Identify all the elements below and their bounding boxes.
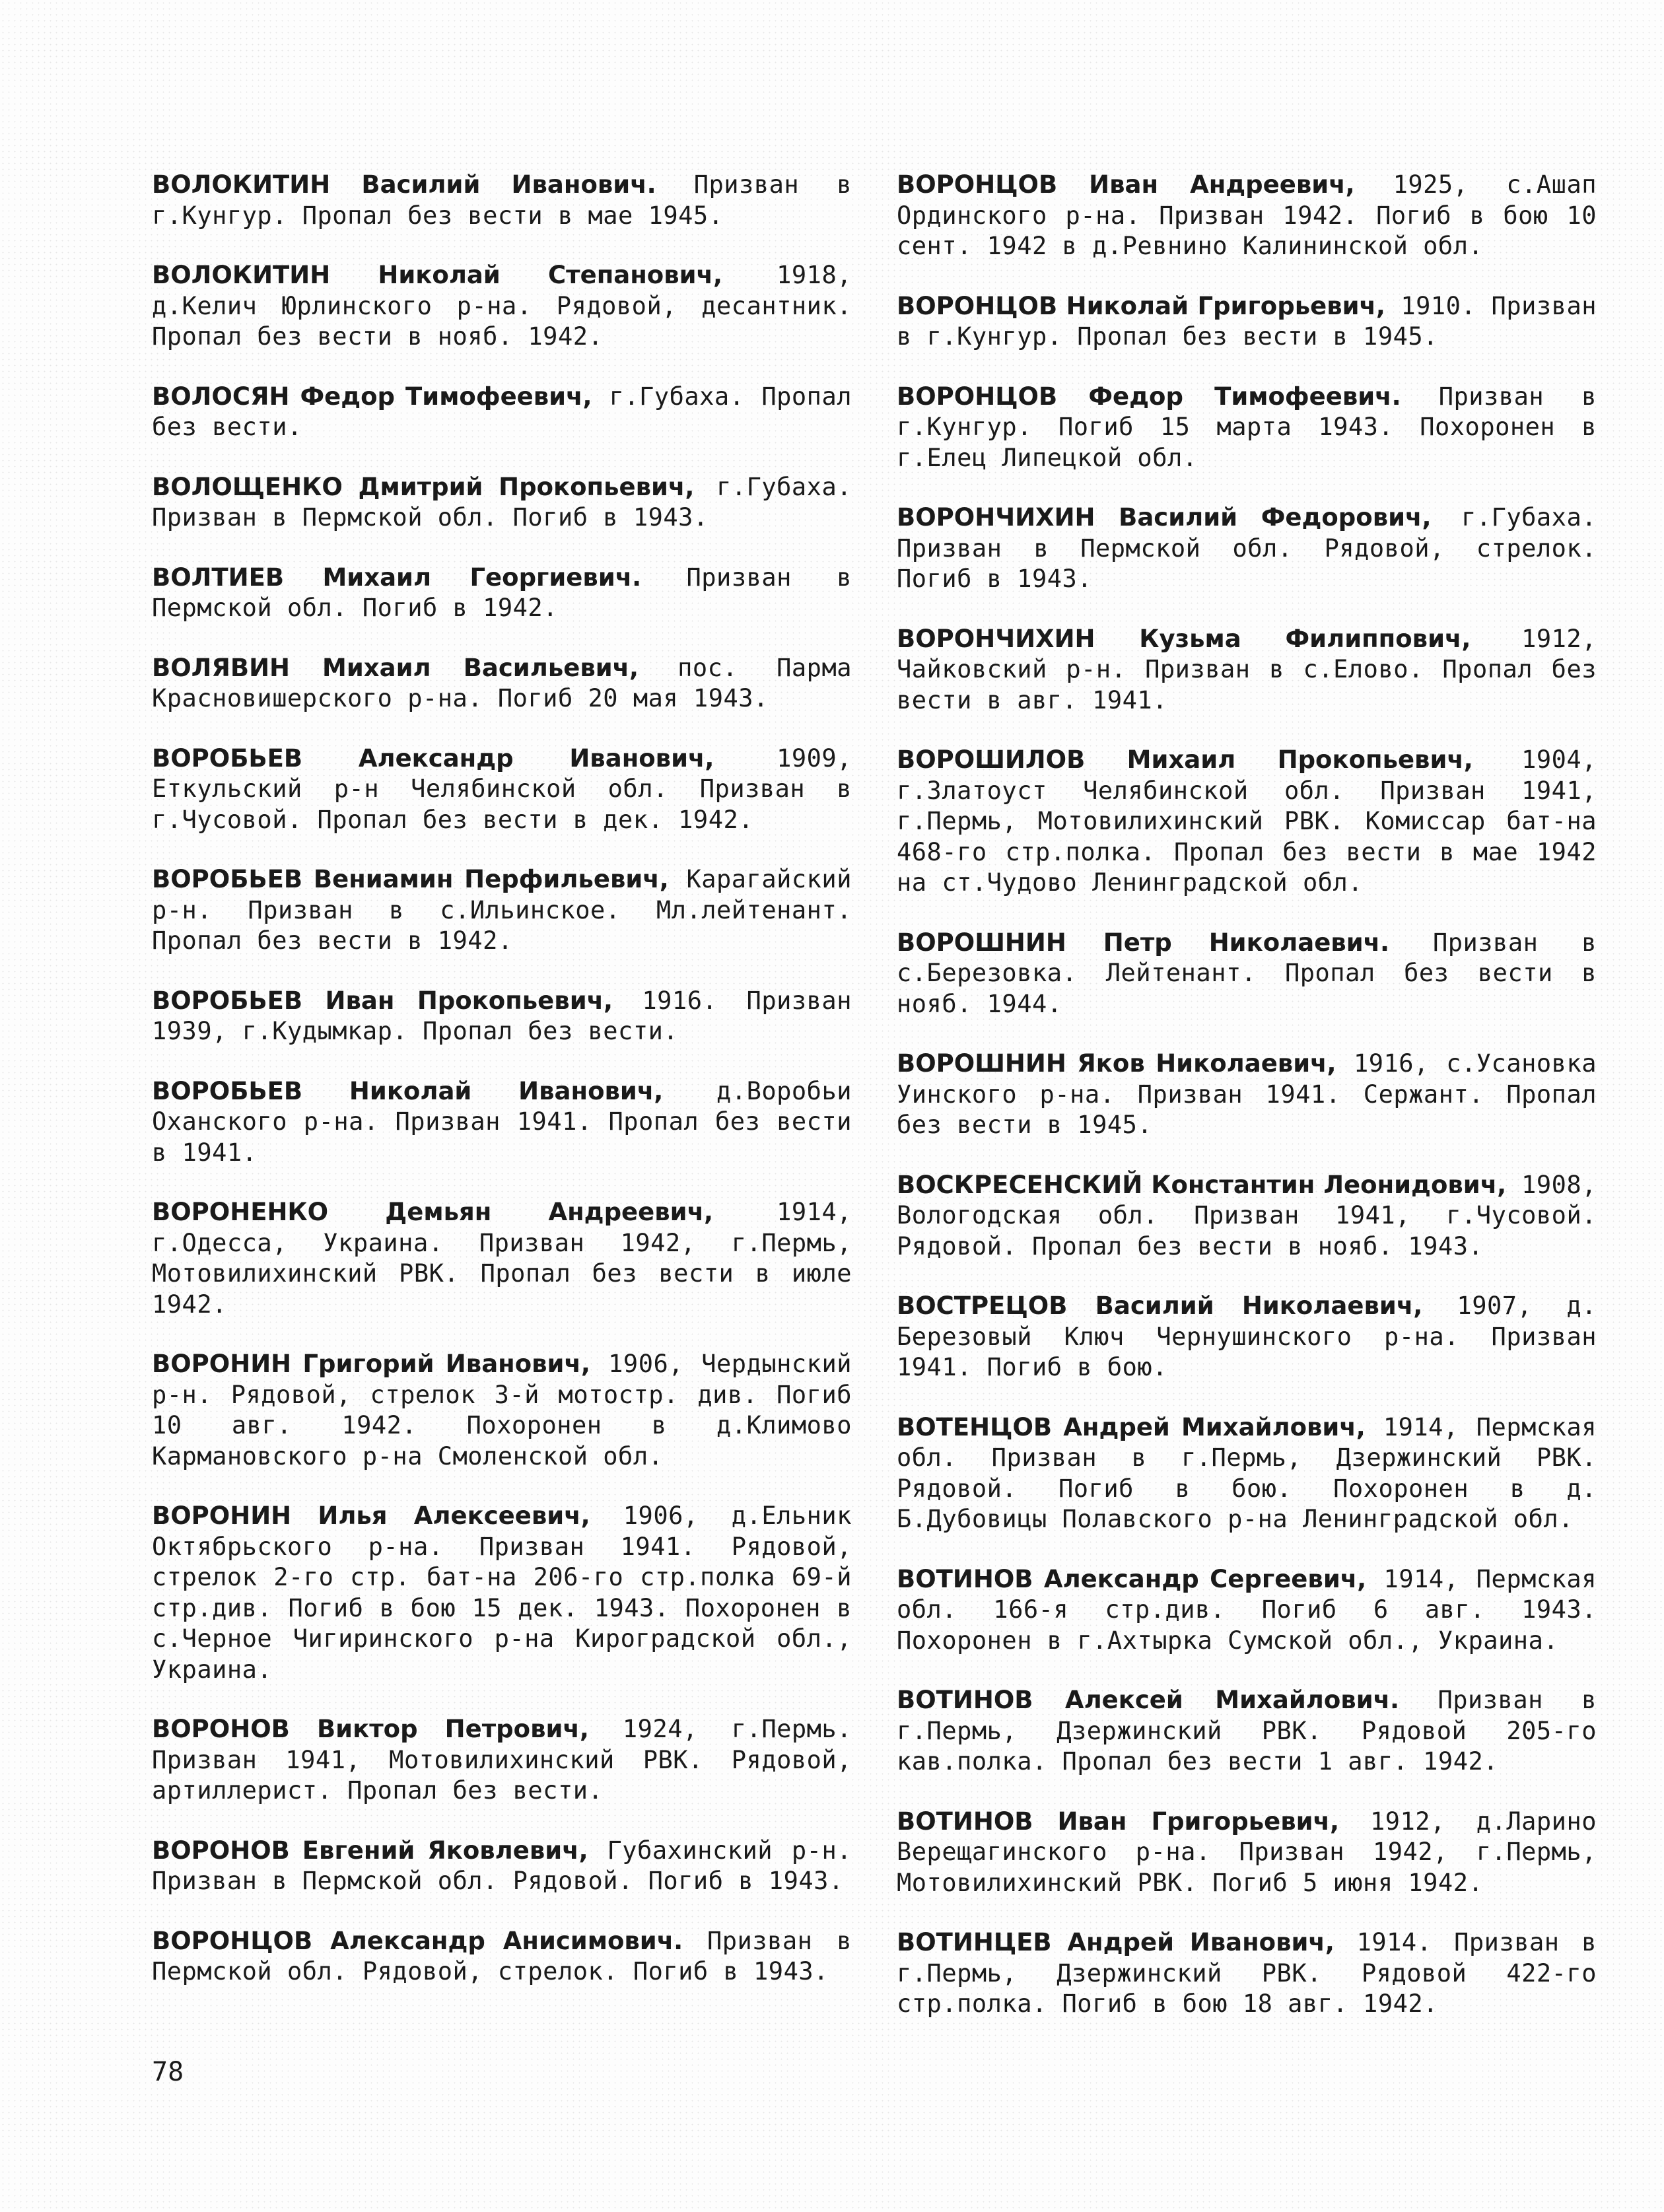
entry-name: ВОРОНЦОВ Иван Андреевич, [897,170,1355,199]
entry [152,743,852,836]
entry-text: 1907, д. Березовый Ключ Чернушинского р-на. Призван 1941. Погиб в бою. [897,1292,1597,1381]
entry-text: 1906, Чердынский р-н. Рядовой, стрелок 3-й мотостр. див. Погиб 10 авг. 1942. Похоронен в д.Климово Кармановского р-на Смоленской обл. [152,1350,852,1470]
entry-name: ВОЛОКИТИН Василий Иванович. [152,170,656,199]
entry [897,170,1597,262]
entry-text: 1914, Пермская обл. Призван в г.Пермь, Дзержинский РВК. Рядовой. Погиб в бою. Похоронен в д. Б.Дубовицы Полавского р-на Ленинградской обл. [897,1412,1597,1533]
entry-text: 1908, Вологодская обл. Призван 1941, г.Чусовой. Рядовой. Пропал без вести в нояб. 1943. [897,1170,1597,1261]
entry [152,1349,852,1472]
entry-name: ВОРОНЦОВ Николай Григорьевич, [897,291,1385,320]
entry-name: ВОРОНОВ Евгений Яковлевич, [152,1836,588,1865]
entry [897,382,1597,474]
entry [897,1049,1597,1141]
left-column [152,145,852,2017]
entry [897,1685,1597,1778]
entry-name: ВОРОШИЛОВ Михаил Прокопьевич, [897,745,1473,774]
entry [152,653,852,714]
entry-text: Призван в Пермской обл. Погиб в 1942. [152,563,852,622]
entry-text: Карагайский р-н. Призван в с.Ильинское. Мл.лейтенант. Пропал без вести в 1942. [152,865,852,955]
entry [897,624,1597,716]
entry-text: 1909, Еткульский р-н Челябинской обл. Призван в г.Чусовой. Пропал без вести в дек. 1942. [152,743,852,834]
entry-name: ВОРОНЦОВ Федор Тимофеевич. [897,382,1401,411]
entry-text: г.Губаха. Пропал без вести. [152,382,852,441]
entry [152,382,852,443]
entry-text: 1912, Чайковский р-н. Призван в с.Елово. Пропал без вести в авг. 1941. [897,624,1597,714]
entry-text: 1916, с.Усановка Уинского р-на. Призван 1941. Сержант. Пропал без вести в 1945. [897,1049,1597,1139]
entry-text: д.Воробьи Оханского р-на. Призван 1941. Пропал без вести в 1941. [152,1076,852,1167]
entry [152,1076,852,1169]
entry-text: 1914, Пермская обл. 166-я стр.див. Погиб 6 авг. 1943. Похоронен в г.Ахтырка Сумской обл., Украина. [897,1564,1597,1655]
entry-text: Призван в г.Кунгур. Погиб 15 марта 1943. Похоронен в г.Елец Липецкой обл. [897,382,1597,472]
entry-text: 1906, д.Ельник Октябрьского р-на. Призван 1941. Рядовой, стрелок 2-го стр. бат-на 206-го стр.полка 69-й стр.див. Погиб в бою 15 дек. 1943. Похоронен в с.Черное Чигиринского р-на Кироградской обл., Украина. [152,1502,852,1684]
entry-name: ВОТЕНЦОВ Андрей Михайлович, [897,1412,1366,1441]
entry-name: ВОРОБЬЕВ Николай Иванович, [152,1076,664,1105]
entry-text: Губахинский р-н. Призван в Пермской обл. Рядовой. Погиб в 1943. [152,1836,852,1895]
entry-text: г.Губаха. Призван в Пермской обл. Рядовой, стрелок. Погиб в 1943. [897,503,1597,593]
entry-text: 1910. Призван в г.Кунгур. Пропал без вести в 1945. [897,291,1597,351]
entry-text: г.Губаха. Призван в Пермской обл. Погиб в 1943. [152,472,852,532]
entry-name: ВОТИНЦЕВ Андрей Иванович, [897,1928,1335,1956]
entry [152,986,852,1047]
entry [152,864,852,957]
entry-name: ВОРОШНИН Петр Николаевич. [897,928,1390,957]
entry-name: ВОРОНИН Григорий Иванович, [152,1350,590,1378]
entry [897,502,1597,595]
entry-text: 1916. Призван 1939, г.Кудымкар. Пропал без вести. [152,986,852,1045]
entry [897,291,1597,353]
entry-text: 1924, г.Пермь. Призван 1941, Мотовилихинский РВК. Рядовой, артиллерист. Пропал без вести. [152,1715,852,1805]
entry [152,472,852,534]
entry [897,1564,1597,1657]
entry-text: Призван в г.Кунгур. Пропал без вести в мае 1945. [152,170,852,230]
entry-name: ВОРОШНИН Яков Николаевич, [897,1049,1336,1078]
entry [897,745,1597,899]
entry-name: ВОЛОСЯН Федор Тимофеевич, [152,382,592,411]
entry [152,260,852,353]
entry-name: ВОЛОЩЕНКО Дмитрий Прокопьевич, [152,472,695,501]
entry [152,1714,852,1807]
entry-name: ВОСКРЕСЕНСКИЙ Константин Леонидович, [897,1170,1507,1199]
entry-text: 1925, с.Ашап Ординского р-на. Призван 1942. Погиб в бою 10 сент. 1942 в д.Ревнино Калининской обл. [897,170,1597,260]
entry-name: ВОЛОКИТИН Николай Степанович, [152,261,723,289]
entry-name: ВОРОБЬЕВ Вениамин Перфильевич, [152,865,669,893]
entry [152,1197,852,1320]
entry-text: 1912, д.Ларино Верещагинского р-на. Призван 1942, г.Пермь, Мотовилихинский РВК. Погиб 5 июня 1942. [897,1807,1597,1897]
entry-name: ВОРОНЦОВ Александр Анисимович. [152,1926,683,1955]
entry [152,170,852,231]
entry-name: ВОРОБЬЕВ Иван Прокопьевич, [152,986,613,1015]
entry-name: ВОТИНОВ Алексей Михайлович. [897,1686,1400,1714]
entry-name: ВОРОНЧИХИН Кузьма Филиппович, [897,624,1471,653]
entry-text: Призван в г.Пермь, Дзержинский РВК. Рядовой 205-го кав.полка. Пропал без вести 1 авг. 1942. [897,1686,1597,1776]
entry-name: ВОРОНЕНКО Демьян Андреевич, [152,1198,714,1226]
entry [152,1926,852,1987]
entry-name: ВОЛЯВИН Михаил Васильевич, [152,653,639,682]
entry [897,1170,1597,1262]
entry-text: 1918, д.Келич Юрлинского р-на. Рядовой, десантник. Пропал без вести в нояб. 1942. [152,261,852,351]
entry-name: ВОТИНОВ Александр Сергеевич, [897,1564,1367,1593]
entry [897,1807,1597,1899]
entry-name: ВОРОНЧИХИН Василий Федорович, [897,503,1432,532]
entry-name: ВОЛТИЕВ Михаил Георгиевич. [152,563,642,592]
entry [897,1412,1597,1535]
page-number: 78 [152,2057,184,2087]
entry [897,1291,1597,1383]
entry-name: ВОТИНОВ Иван Григорьевич, [897,1807,1340,1836]
entry-name: ВОРОНОВ Виктор Петрович, [152,1715,589,1743]
entry [152,1501,852,1685]
entry [897,1927,1597,2020]
entry-text: 1904, г.Златоуст Челябинской обл. Призван 1941, г.Пермь, Мотовилихинский РВК. Комиссар бат-на 468-го стр.полка. Пропал без вести в мае 1942 на ст.Чудово Ленинградской обл. [897,745,1597,897]
entry-text: пос. Парма Красновишерского р-на. Погиб 20 мая 1943. [152,653,852,712]
entry-name: ВОРОБЬЕВ Александр Иванович, [152,743,714,773]
entry-text: 1914. Призван в г.Пермь, Дзержинский РВК. Рядовой 422-го стр.полка. Погиб в бою 18 авг. 1942. [897,1928,1597,2018]
entry [152,1836,852,1897]
entry-text: Призван в Пермской обл. Рядовой, стрелок. Погиб в 1943. [152,1926,852,1986]
entry-text: 1914, г.Одесса, Украина. Призван 1942, г.Пермь, Мотовилихинский РВК. Пропал без вести в июле 1942. [152,1198,852,1319]
entry-text: Призван в с.Березовка. Лейтенант. Пропал без вести в нояб. 1944. [897,928,1597,1018]
right-column [897,145,1597,2049]
entry-name: ВОСТРЕЦОВ Василий Николаевич, [897,1292,1423,1320]
entry [152,563,852,624]
entry [897,928,1597,1020]
entry-name: ВОРОНИН Илья Алексеевич, [152,1502,590,1530]
